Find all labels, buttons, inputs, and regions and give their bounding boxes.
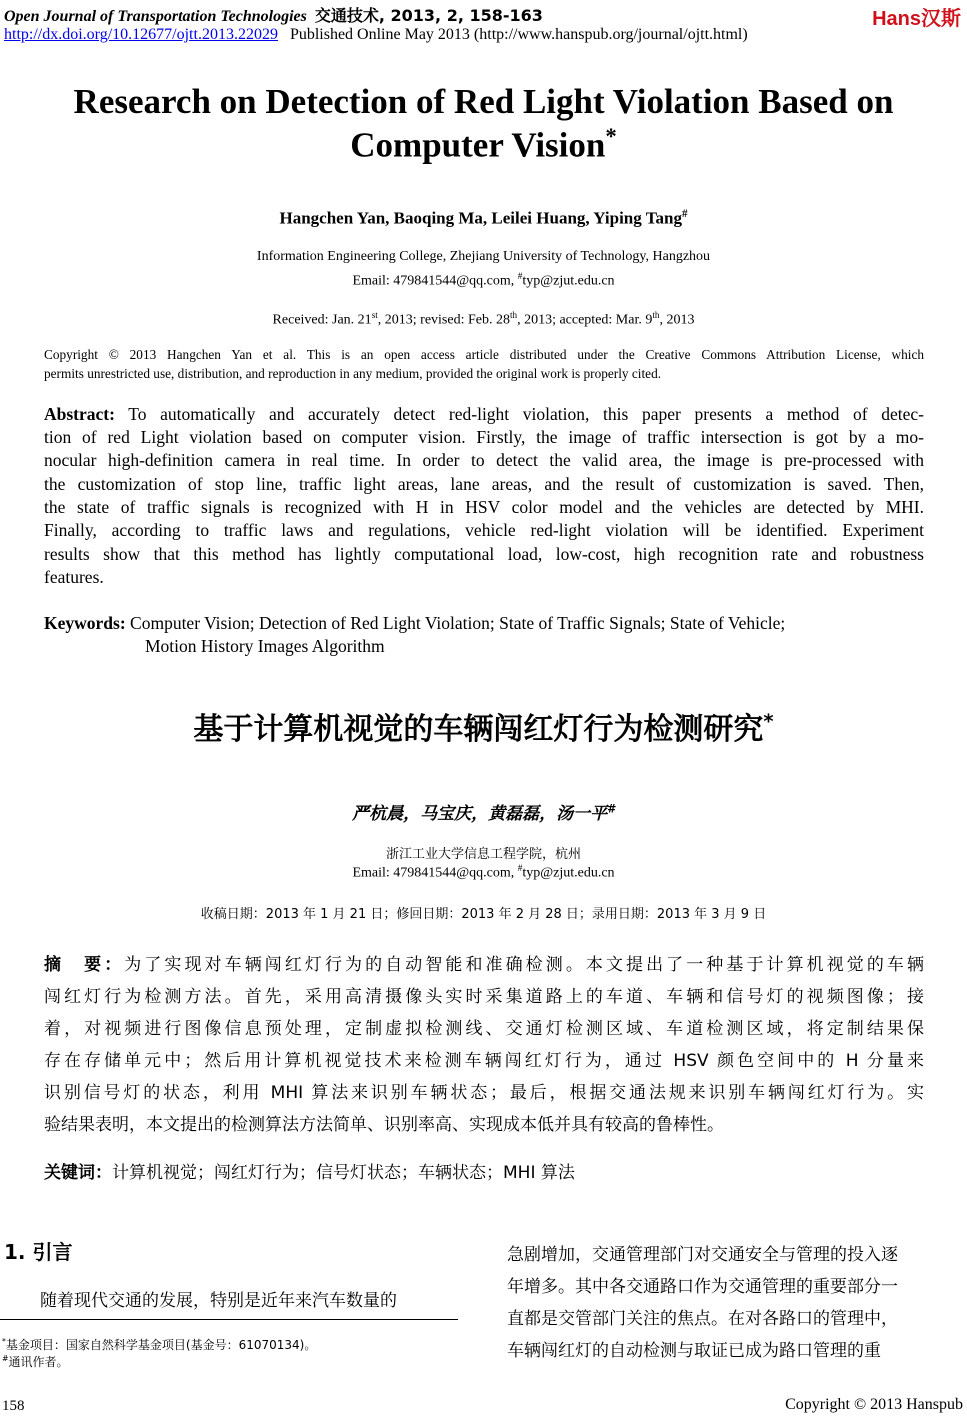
abstract-line: Abstract: To automatically and accurately detect red-light violation, this paper presents a method of detec- <box>44 404 924 424</box>
footnote: #通讯作者。 <box>2 1354 69 1369</box>
body-text-line: 年增多。其中各交通路口作为交通管理的重要部分一 <box>507 1277 898 1297</box>
doi-line: http://dx.doi.org/10.12677/ojtt.2013.22029 Published Online May 2013 (http://www.hanspub.org/journal/ojtt.html) <box>4 26 748 43</box>
section-heading: 1. 引言 <box>4 1240 73 1264</box>
email: Email: 479841544@qq.com, #typ@zjut.edu.cn <box>352 271 615 289</box>
page-number: 158 <box>2 1398 25 1414</box>
footer-copyright: Copyright © 2013 Hanspub <box>785 1396 963 1413</box>
hanspub-logo: Hans汉斯 <box>872 6 961 30</box>
title-line-1: Research on Detection of Red Light Violation Based on <box>73 82 894 121</box>
body-text-line: 急剧增加，交通管理部门对交通安全与管理的投入逐 <box>507 1245 898 1265</box>
authors: Hangchen Yan, Baoqing Ma, Leilei Huang, Yiping Tang# <box>279 208 688 228</box>
footnote-divider <box>0 1319 458 1320</box>
copyright-line: permits unrestricted use, distribution, and reproduction in any medium, provided the original work is properly cited. <box>44 366 662 381</box>
abstract-line: the customization of stop line, traffic light areas, lane areas, and the result of customization is saved. Then, <box>44 474 924 494</box>
body-text-line: 直都是交管部门关注的焦点。在对各路口的管理中， <box>507 1309 898 1329</box>
abstract-line: results show that this method has lightly computational load, low-cost, high recognition rate and robustness <box>44 544 924 564</box>
abstract-line: tion of red Light violation based on computer vision. Firstly, the image of traffic intersection is got by a mo- <box>44 427 924 447</box>
cn-authors: 严杭晨，马宝庆，黄磊磊，汤一平# <box>352 802 615 824</box>
received-dates: Received: Jan. 21st, 2013; revised: Feb. 28th, 2013; accepted: Mar. 9th, 2013 <box>272 310 695 328</box>
copyright-line: Copyright © 2013 Hangchen Yan et al. This is an open access article distributed under the Creative Commons Attribution License, which <box>44 347 924 362</box>
cn-abstract-line: 摘 要：为了实现对车辆闯红灯行为的自动智能和准确检测。本文提出了一种基于计算机视觉的车辆 <box>44 955 925 975</box>
cn-affiliation: 浙江工业大学信息工程学院，杭州 <box>385 847 581 862</box>
body-text-line: 车辆闯红灯的自动检测与取证已成为路口管理的重 <box>507 1341 881 1361</box>
cn-abstract-line: 存在存储单元中；然后用计算机视觉技术来检测车辆闯红灯行为，通过 HSV 颜色空间中的 H 分量来 <box>44 1051 924 1071</box>
abstract-line: the state of traffic signals is recognized with H in HSV color model and the vehicles are detected by MHI. <box>44 497 924 517</box>
cn-keywords: 关键词：计算机视觉；闯红灯行为；信号灯状态；车辆状态；MHI 算法 <box>44 1163 575 1183</box>
abstract-line: Finally, according to traffic laws and regulations, vehicle red-light violation will be identified. Experiment <box>44 520 924 540</box>
body-text-line: 随着现代交通的发展，特别是近年来汽车数量的 <box>40 1291 397 1311</box>
keywords: Keywords: Computer Vision; Detection of Red Light Violation; State of Traffic Signals; State of Vehicle; <box>44 613 786 633</box>
cn-abstract-line: 识别信号灯的状态，利用 MHI 算法来识别车辆状态；最后，根据交通法规来识别车辆闯红灯行为。实 <box>44 1083 924 1103</box>
footnote: *基金项目：国家自然科学基金项目(基金号：61070134)。 <box>2 1337 317 1352</box>
title-line-2: Computer Vision* <box>350 124 617 165</box>
keywords-line-2: Motion History Images Algorithm <box>145 636 385 656</box>
doi-link[interactable]: http://dx.doi.org/10.12677/ojtt.2013.22029 <box>4 26 278 43</box>
cn-title: 基于计算机视觉的车辆闯红灯行为检测研究* <box>193 710 774 747</box>
cn-dates: 收稿日期：2013 年 1 月 21 日；修回日期：2013 年 2 月 28 日；录用日期：2013 年 3 月 9 日 <box>200 907 767 922</box>
cn-abstract-line: 验结果表明，本文提出的检测算法方法简单、识别率高、实现成本低并具有较高的鲁棒性。 <box>44 1115 724 1135</box>
journal-header: Open Journal of Transportation Technologies 交通技术, 2013, 2, 158-163 <box>4 6 543 25</box>
cn-abstract-line: 着，对视频进行图像信息预处理，定制虚拟检测线、交通灯检测区域、车道检测区域，将定制结果保 <box>44 1019 924 1039</box>
cn-email: Email: 479841544@qq.com, #typ@zjut.edu.cn <box>352 863 615 881</box>
cn-abstract-line: 闯红灯行为检测方法。首先，采用高清摄像头实时采集道路上的车道、车辆和信号灯的视频图像；接 <box>44 987 924 1007</box>
abstract-line: features. <box>44 567 104 587</box>
abstract-line: nocular high-definition camera in real time. In order to detect the valid area, the image is pre-processed with <box>44 450 924 470</box>
affiliation: Information Engineering College, Zhejiang University of Technology, Hangzhou <box>256 249 711 264</box>
